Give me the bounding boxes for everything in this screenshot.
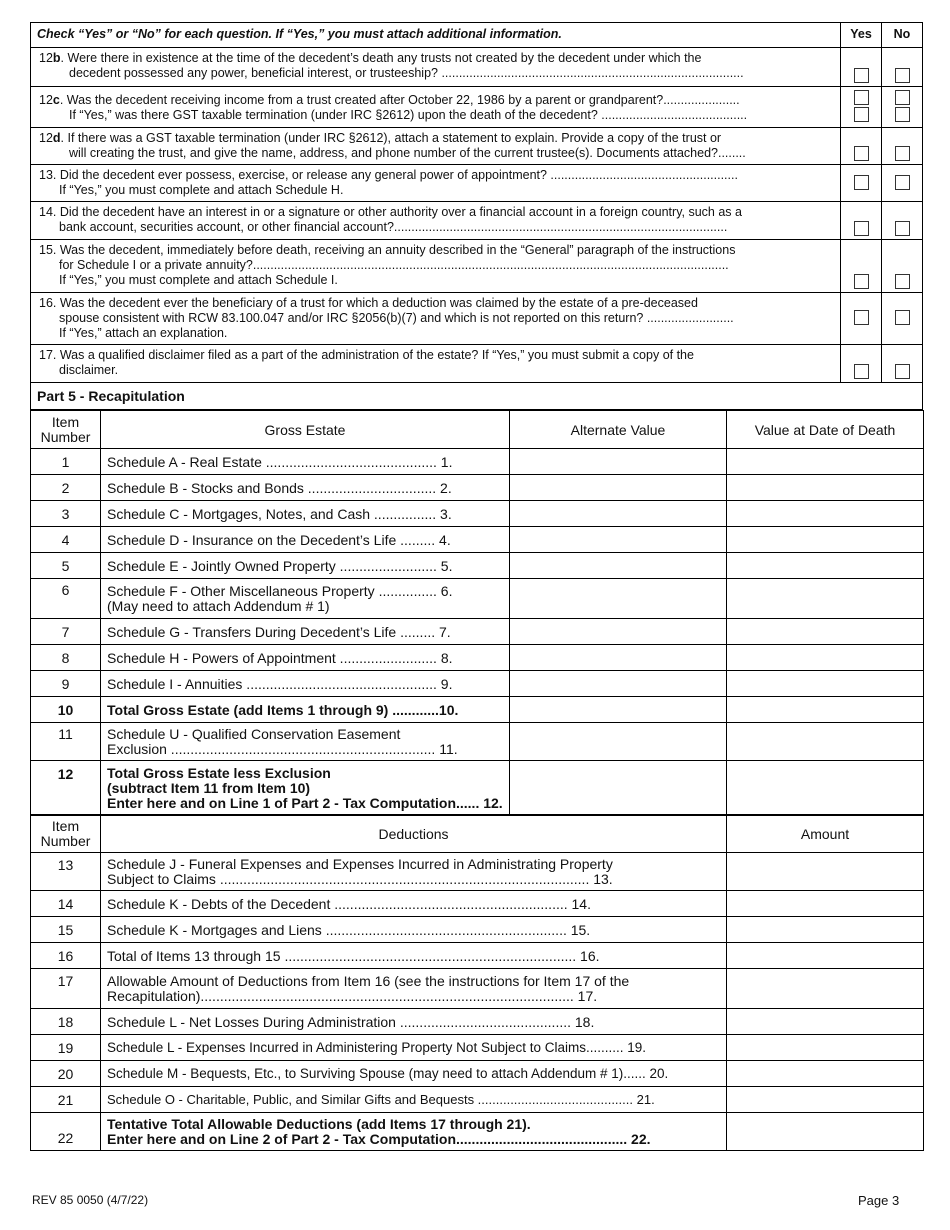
table-row (31, 501, 924, 527)
q15-no-checkbox[interactable] (895, 274, 910, 289)
deductions-table (30, 814, 924, 1151)
item-number: 2 (31, 475, 101, 501)
q12c-line1: 12c. Was the decedent receiving income from a trust created after October 22, 1986 by a parent or grandparent?...................... (39, 93, 740, 107)
alternate-value-field-4[interactable] (510, 527, 727, 553)
amount-field-20[interactable] (727, 1061, 924, 1087)
q14-yes-checkbox[interactable] (854, 221, 869, 236)
alternate-value-field-3[interactable] (510, 501, 727, 527)
item-description: Schedule B - Stocks and Bonds ................................. 2. (101, 475, 510, 501)
q13-line2: If “Yes,” you must complete and attach Schedule H. (59, 183, 344, 197)
table-row (31, 553, 924, 579)
amount-field-13[interactable] (727, 853, 924, 891)
item-number: 5 (31, 553, 101, 579)
item-number-header: Item Number (31, 411, 101, 449)
q12b-line2: decedent possessed any power, beneficial interest, or trusteeship? ....................................................................................... (69, 66, 744, 80)
item-description: Total Gross Estate less Exclusion (subtract Item 11 from Item 10) Enter here and on Line 1 of Part 2 - Tax Computation...... 12. (101, 761, 510, 816)
table-row (31, 891, 924, 917)
yes-column-label: Yes (840, 23, 881, 47)
q12b-yes-checkbox[interactable] (854, 68, 869, 83)
q12c-yes-checkbox-2[interactable] (854, 107, 869, 122)
item-number-header: Item Number (31, 815, 101, 853)
item-description: Schedule L - Expenses Incurred in Administering Property Not Subject to Claims.......... 19. (101, 1035, 727, 1061)
table-row (31, 943, 924, 969)
item-number: 1 (31, 449, 101, 475)
amount-field-21[interactable] (727, 1087, 924, 1113)
date-of-death-value-field-9[interactable] (727, 671, 924, 697)
date-of-death-value-field-3[interactable] (727, 501, 924, 527)
table-row (31, 1113, 924, 1151)
item-description: Schedule A - Real Estate ............................................ 1. (101, 449, 510, 475)
item-number: 17 (31, 969, 101, 1009)
question-16 (30, 293, 923, 345)
item-description: Schedule M - Bequests, Etc., to Surviving Spouse (may need to attach Addendum # 1)...... 20. (101, 1061, 727, 1087)
item-number: 7 (31, 619, 101, 645)
amount-field-15[interactable] (727, 917, 924, 943)
item-description: Schedule K - Mortgages and Liens .............................................................. 15. (101, 917, 727, 943)
date-of-death-header: Value at Date of Death (727, 411, 924, 449)
item-number: 22 (31, 1113, 101, 1151)
item-number: 14 (31, 891, 101, 917)
table-row (31, 969, 924, 1009)
q12b-line1: 12b. Were there in existence at the time of the decedent’s death any trusts not created by the decedent under which the (39, 51, 702, 65)
q17-line2: disclaimer. (59, 363, 119, 377)
question-12b (30, 48, 923, 87)
alternate-value-field-2[interactable] (510, 475, 727, 501)
table-row (31, 853, 924, 891)
item-number: 21 (31, 1087, 101, 1113)
alternate-value-field-5[interactable] (510, 553, 727, 579)
item-number: 16 (31, 943, 101, 969)
q13-no-checkbox[interactable] (895, 175, 910, 190)
item-number: 18 (31, 1009, 101, 1035)
item-description: Schedule I - Annuities ................................................. 9. (101, 671, 510, 697)
item-description: Schedule J - Funeral Expenses and Expenses Incurred in Administrating Property Subject to Claims ............................................................................................... 13. (101, 853, 727, 891)
date-of-death-value-field-4[interactable] (727, 527, 924, 553)
date-of-death-value-field-11[interactable] (727, 723, 924, 761)
item-number: 4 (31, 527, 101, 553)
table-row (31, 1087, 924, 1113)
date-of-death-value-field-1[interactable] (727, 449, 924, 475)
form-page (30, 22, 923, 1151)
gross-estate-header-row (31, 411, 924, 449)
q13-yes-checkbox[interactable] (854, 175, 869, 190)
date-of-death-value-field-10[interactable] (727, 697, 924, 723)
table-row (31, 1035, 924, 1061)
part5-title: Part 5 - Recapitulation (30, 383, 923, 410)
question-13 (30, 165, 923, 202)
form-id: REV 85 0050 (4/7/22) (32, 1193, 149, 1207)
alternate-value-field-6[interactable] (510, 579, 727, 619)
question-14 (30, 202, 923, 240)
q12b-no-checkbox[interactable] (895, 68, 910, 83)
table-row (31, 697, 924, 723)
alternate-value-field-8[interactable] (510, 645, 727, 671)
amount-field-14[interactable] (727, 891, 924, 917)
deductions-header: Deductions (101, 815, 727, 853)
q12c-no-checkbox-2[interactable] (895, 107, 910, 122)
table-row (31, 645, 924, 671)
q16-line2: spouse consistent with RCW 83.100.047 and/or IRC §2056(b)(7) and which is not reported on this return? ......................... (59, 311, 734, 325)
q15-line1: 15. Was the decedent, immediately before death, receiving an annuity described in the “General” paragraph of the instructions (39, 243, 736, 257)
alternate-value-field-11[interactable] (510, 723, 727, 761)
item-description: Tentative Total Allowable Deductions (add Items 17 through 21). Enter here and on Line 2 of Part 2 - Tax Computation............................................ 22. (101, 1113, 727, 1151)
amount-field-17[interactable] (727, 969, 924, 1009)
item-description: Allowable Amount of Deductions from Item 16 (see the instructions for Item 17 of the Recapitulation)................................................................................................ 17. (101, 969, 727, 1009)
question-header (30, 22, 923, 48)
header-instruction: Check “Yes” or “No” for each question. If “Yes,” you must attach additional information. (37, 27, 562, 41)
table-row (31, 671, 924, 697)
q17-no-checkbox[interactable] (895, 364, 910, 379)
q16-no-checkbox[interactable] (895, 310, 910, 325)
q16-line1: 16. Was the decedent ever the beneficiary of a trust for which a deduction was claimed by the estate of a pre-deceased (39, 296, 698, 310)
item-description: Schedule F - Other Miscellaneous Property ............... 6. (May need to attach Addendum # 1) (101, 579, 510, 619)
amount-field-22[interactable] (727, 1113, 924, 1151)
table-row (31, 1009, 924, 1035)
item-number: 9 (31, 671, 101, 697)
date-of-death-value-field-7[interactable] (727, 619, 924, 645)
item-number: 6 (31, 579, 101, 619)
q12d-yes-checkbox[interactable] (854, 146, 869, 161)
q16-line3: If “Yes,” attach an explanation. (59, 326, 228, 340)
q12c-line2: If “Yes,” was there GST taxable termination (under IRC §2612) upon the death of the decedent? .......................................... (69, 108, 748, 122)
table-row (31, 723, 924, 761)
table-row (31, 1061, 924, 1087)
q12c-yes-checkbox-1[interactable] (854, 90, 869, 105)
question-15 (30, 240, 923, 293)
item-description: Total Gross Estate (add Items 1 through 9) ............10. (101, 697, 510, 723)
amount-header: Amount (727, 815, 924, 853)
gross-estate-header: Gross Estate (101, 411, 510, 449)
item-number: 11 (31, 723, 101, 761)
question-12d (30, 128, 923, 165)
no-column-label: No (881, 23, 922, 47)
item-number: 20 (31, 1061, 101, 1087)
table-row (31, 761, 924, 816)
item-number: 8 (31, 645, 101, 671)
q12d-line1: 12d. If there was a GST taxable termination (under IRC §2612), attach a statement to explain. Provide a copy of the trust or (39, 131, 722, 145)
amount-field-16[interactable] (727, 943, 924, 969)
table-row (31, 527, 924, 553)
q17-yes-checkbox[interactable] (854, 364, 869, 379)
date-of-death-value-field-5[interactable] (727, 553, 924, 579)
item-description: Schedule C - Mortgages, Notes, and Cash ................ 3. (101, 501, 510, 527)
table-row (31, 917, 924, 943)
page-number: Page 3 (858, 1193, 900, 1208)
table-row (31, 449, 924, 475)
item-description: Total of Items 13 through 15 ........................................................................... 16. (101, 943, 727, 969)
item-description: Schedule L - Net Losses During Administration ............................................ 18. (101, 1009, 727, 1035)
q14-line2: bank account, securities account, or other financial account?................................................................................................ (59, 220, 728, 234)
q16-yes-checkbox[interactable] (854, 310, 869, 325)
amount-field-19[interactable] (727, 1035, 924, 1061)
gross-estate-table (30, 410, 924, 816)
item-description: Schedule U - Qualified Conservation Easement Exclusion .................................................................... 11. (101, 723, 510, 761)
table-row (31, 619, 924, 645)
date-of-death-value-field-12[interactable] (727, 761, 924, 816)
item-description: Schedule E - Jointly Owned Property ......................... 5. (101, 553, 510, 579)
q15-yes-checkbox[interactable] (854, 274, 869, 289)
alternate-value-header: Alternate Value (510, 411, 727, 449)
alternate-value-field-10[interactable] (510, 697, 727, 723)
item-description: Schedule O - Charitable, Public, and Similar Gifts and Bequests ........................................... 21. (101, 1087, 727, 1113)
table-row (31, 475, 924, 501)
item-number: 13 (31, 853, 101, 891)
item-number: 19 (31, 1035, 101, 1061)
question-12c (30, 87, 923, 128)
q14-no-checkbox[interactable] (895, 221, 910, 236)
item-description: Schedule D - Insurance on the Decedent’s Life ......... 4. (101, 527, 510, 553)
q12d-line2: will creating the trust, and give the name, address, and phone number of the current trustee(s). Documents attached?........ (69, 146, 746, 160)
q12d-no-checkbox[interactable] (895, 146, 910, 161)
item-description: Schedule K - Debts of the Decedent ............................................................ 14. (101, 891, 727, 917)
table-row (31, 579, 924, 619)
alternate-value-field-7[interactable] (510, 619, 727, 645)
q15-line3: If “Yes,” you must complete and attach Schedule I. (59, 273, 338, 287)
item-description: Schedule H - Powers of Appointment ......................... 8. (101, 645, 510, 671)
alternate-value-field-12[interactable] (510, 761, 727, 816)
item-description: Schedule G - Transfers During Decedent’s Life ......... 7. (101, 619, 510, 645)
date-of-death-value-field-2[interactable] (727, 475, 924, 501)
q15-line2: for Schedule I or a private annuity?......................................................................................................................................... (59, 258, 729, 272)
q13-line1: 13. Did the decedent ever possess, exercise, or release any general power of appointment? ...................................................... (39, 168, 738, 182)
item-number: 3 (31, 501, 101, 527)
question-17 (30, 345, 923, 383)
alternate-value-field-9[interactable] (510, 671, 727, 697)
q17-line1: 17. Was a qualified disclaimer filed as a part of the administration of the estate? If “Yes,” you must submit a copy of the (39, 348, 694, 362)
q12c-no-checkbox-1[interactable] (895, 90, 910, 105)
date-of-death-value-field-6[interactable] (727, 579, 924, 619)
date-of-death-value-field-8[interactable] (727, 645, 924, 671)
item-number: 10 (31, 697, 101, 723)
alternate-value-field-1[interactable] (510, 449, 727, 475)
q14-line1: 14. Did the decedent have an interest in or a signature or other authority over a financial account in a foreign country, such as a (39, 205, 742, 219)
amount-field-18[interactable] (727, 1009, 924, 1035)
item-number: 12 (31, 761, 101, 816)
deductions-header-row (31, 815, 924, 853)
item-number: 15 (31, 917, 101, 943)
